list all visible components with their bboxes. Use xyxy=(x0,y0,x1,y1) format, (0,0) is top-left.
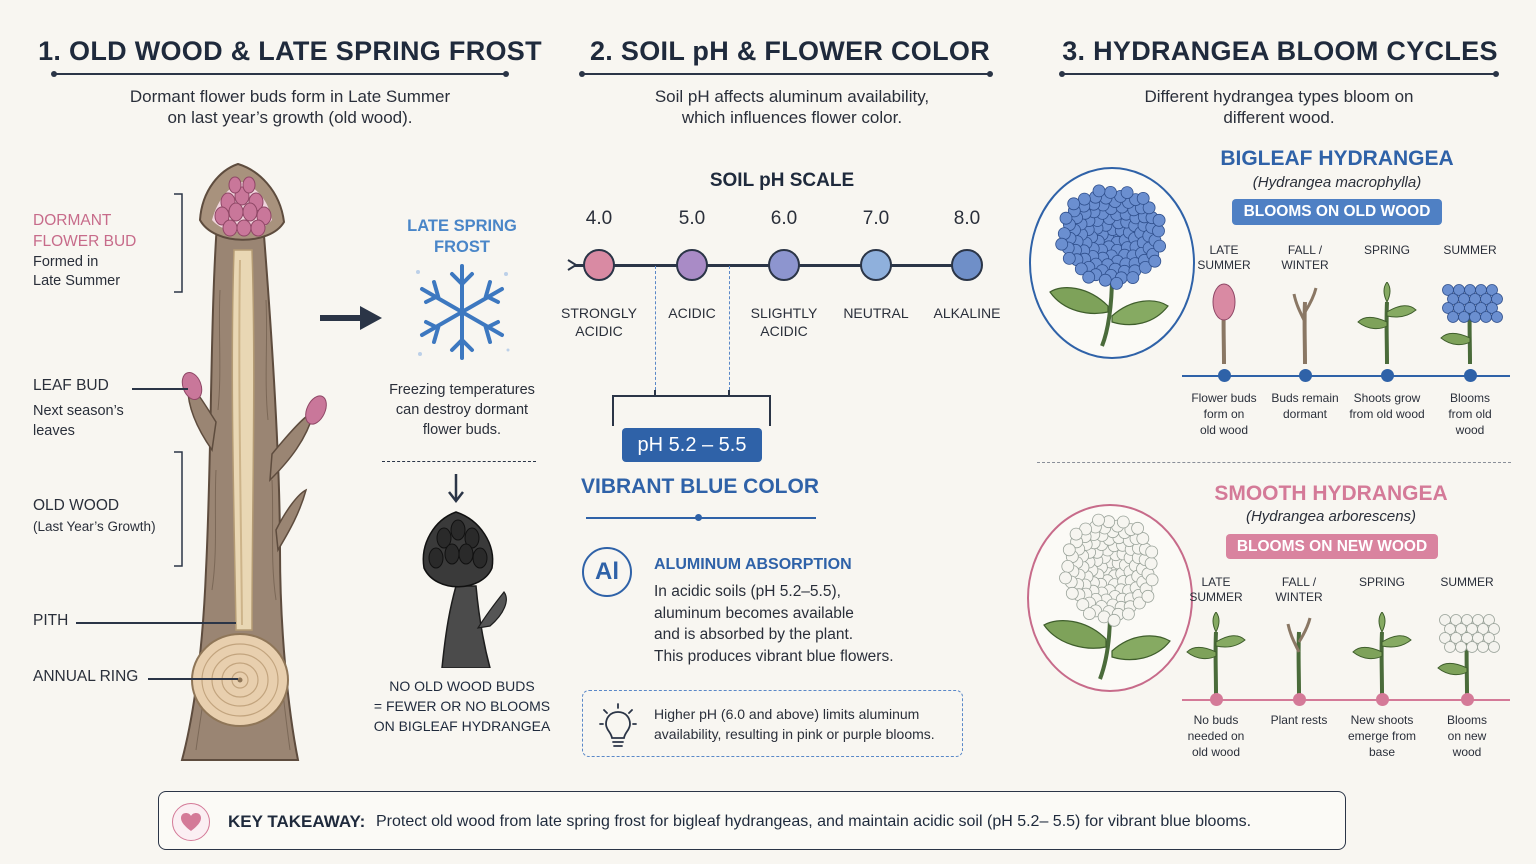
frost-title xyxy=(392,216,532,258)
tip-text xyxy=(654,704,935,744)
bigleaf-stage-3-season1: SUMMER xyxy=(1443,243,1497,257)
aluminum-line1: In acidic soils (pH 5.2–5.5), xyxy=(654,583,841,600)
aluminum-body xyxy=(654,581,894,667)
bigleaf-stage-2-d2: from old wood xyxy=(1349,407,1425,421)
smooth-name: SMOOTH HYDRANGEA xyxy=(1214,482,1448,505)
frost-desc-line1: Freezing temperatures xyxy=(389,382,535,398)
annual-ring-cross-section xyxy=(192,634,288,726)
frost-damaged-bud xyxy=(406,508,516,668)
smooth-badge: BLOOMS ON NEW WOOD xyxy=(1226,534,1438,559)
bigleaf-stage-desc-2 xyxy=(1342,390,1432,422)
smooth-hydrangea-image xyxy=(1026,503,1194,693)
smooth-stage-3-d1: Blooms xyxy=(1446,713,1487,727)
bigleaf-stage-1-d1: Buds remain xyxy=(1271,391,1339,405)
bigleaf-name: BIGLEAF HYDRANGEA xyxy=(1220,147,1454,170)
section3-rule xyxy=(1062,73,1496,75)
smooth-stage-plant-3 xyxy=(1432,612,1502,694)
smooth-stage-plant-0 xyxy=(1181,612,1251,694)
bigleaf-stage-0-season2: SUMMER xyxy=(1197,258,1251,272)
takeaway-text: Protect old wood from late spring frost for bigleaf hydrangeas, and maintain acidic soil (pH 5.2– 5.5) for vibrant blue blooms. xyxy=(376,813,1252,830)
section2-intro-line2: which influences flower color. xyxy=(681,108,903,127)
section3-title: 3. HYDRANGEA BLOOM CYCLES xyxy=(1062,36,1498,66)
ph-name-1 xyxy=(647,304,737,322)
dormant-bud-sub-line2: Late Summer xyxy=(33,273,121,289)
smooth-stage-3-d3: wood xyxy=(1452,745,1482,759)
smooth-stage-season-2 xyxy=(1337,575,1427,590)
dormant-bud-bracket xyxy=(170,192,190,296)
annual-ring-label: ANNUAL RING xyxy=(33,668,139,685)
ph-name-2-name1: SLIGHTLY xyxy=(750,305,818,321)
ph-value-4: 8.0 xyxy=(953,208,981,229)
aluminum-title: ALUMINUM ABSORPTION xyxy=(654,556,852,573)
section3-intro-line1: Different hydrangea types bloom on xyxy=(1144,87,1414,106)
bigleaf-stage-2-season1: SPRING xyxy=(1363,243,1410,257)
section1-rule xyxy=(54,73,506,75)
ph-range-badge: pH 5.2 – 5.5 xyxy=(622,428,762,462)
bigleaf-stage-dot-1 xyxy=(1299,369,1312,382)
ph-color-dot-0 xyxy=(583,249,615,281)
frost-title-line2: FROST xyxy=(434,238,490,256)
arrow-right-icon xyxy=(318,302,386,334)
frost-result xyxy=(362,676,562,736)
bigleaf-stage-desc-3 xyxy=(1425,390,1515,438)
bigleaf-stage-plant-3 xyxy=(1435,282,1505,364)
smooth-stage-0-season1: LATE xyxy=(1201,575,1231,589)
arrow-down-icon xyxy=(446,472,466,504)
smooth-stage-dot-2 xyxy=(1376,693,1389,706)
lightbulb-icon xyxy=(598,702,638,748)
pith-pointer xyxy=(76,622,236,624)
smooth-stage-desc-2 xyxy=(1337,712,1427,760)
bigleaf-stage-plant-1 xyxy=(1270,282,1340,364)
bigleaf-stage-0-d3: old wood xyxy=(1199,423,1249,437)
aluminum-icon: Al xyxy=(582,547,632,597)
bigleaf-stage-dot-0 xyxy=(1218,369,1231,382)
dormant-bud-sub-line1: Formed in xyxy=(33,254,99,270)
smooth-latin: (Hydrangea arborescens) xyxy=(1245,508,1417,525)
aluminum-line4: This produces vibrant blue flowers. xyxy=(654,647,894,665)
smooth-stage-2-d3: base xyxy=(1368,745,1396,759)
bigleaf-stage-0-d1: Flower buds xyxy=(1191,391,1257,405)
ph-name-3 xyxy=(831,304,921,322)
bigleaf-stage-2-d1: Shoots grow xyxy=(1353,391,1421,405)
frost-result-line1: NO OLD WOOD BUDS xyxy=(389,678,535,694)
smooth-stage-dot-1 xyxy=(1293,693,1306,706)
bigleaf-badge: BLOOMS ON OLD WOOD xyxy=(1232,199,1442,225)
bigleaf-latin: (Hydrangea macrophylla) xyxy=(1252,174,1422,191)
smooth-stage-dot-0 xyxy=(1210,693,1223,706)
old-wood-title: OLD WOOD xyxy=(33,497,120,514)
smooth-stage-2-d1: New shoots xyxy=(1350,713,1414,727)
ph-name-3-name1: NEUTRAL xyxy=(843,305,909,321)
tip-line2: availability, resulting in pink or purple blooms. xyxy=(654,726,935,742)
bigleaf-timeline-line xyxy=(1182,375,1510,377)
frost-desc-line2: can destroy dormant xyxy=(395,402,529,418)
smooth-stage-2-d2: emerge from xyxy=(1347,729,1417,743)
ph-name-0 xyxy=(554,304,644,340)
bigleaf-stage-season-1 xyxy=(1260,243,1350,273)
bigleaf-stage-3-d1: Blooms xyxy=(1449,391,1490,405)
section1-intro xyxy=(50,86,530,128)
bigleaf-stage-desc-0 xyxy=(1179,390,1269,438)
range-dash-right xyxy=(729,266,730,390)
ph-color-dot-4 xyxy=(951,249,983,281)
leaf-bud-title: LEAF BUD xyxy=(33,377,109,394)
ph-value-2: 6.0 xyxy=(770,208,798,229)
ph-scale-arrow-icon xyxy=(566,258,580,272)
smooth-stage-desc-3 xyxy=(1422,712,1512,760)
range-dash-left xyxy=(655,266,656,390)
bigleaf-stage-season-0 xyxy=(1179,243,1269,273)
dormant-bud-title xyxy=(33,210,136,252)
smooth-stage-season-3 xyxy=(1422,575,1512,590)
ph-name-4 xyxy=(922,304,1012,322)
smooth-stage-0-d3: old wood xyxy=(1191,745,1241,759)
takeaway-label: KEY TAKEAWAY: xyxy=(228,812,366,831)
ph-color-dot-2 xyxy=(768,249,800,281)
smooth-stage-3-d2: on new xyxy=(1447,729,1487,743)
section3-intro-line2: different wood. xyxy=(1223,108,1335,127)
smooth-stage-desc-1 xyxy=(1254,712,1344,728)
aluminum-line3: and is absorbed by the plant. xyxy=(654,626,854,643)
section1-title: 1. OLD WOOD & LATE SPRING FROST xyxy=(38,36,542,66)
bigleaf-stage-dot-2 xyxy=(1381,369,1394,382)
old-wood-sub: (Last Year’s Growth) xyxy=(33,519,156,534)
branch-illustration xyxy=(130,150,380,770)
bigleaf-hydrangea-image xyxy=(1028,166,1196,360)
frost-result-line3: ON BIGLEAF HYDRANGEA xyxy=(373,718,551,734)
section1-intro-line1: Dormant flower buds form in Late Summer xyxy=(129,87,451,106)
section2-rule xyxy=(582,73,990,75)
ph-value-0: 4.0 xyxy=(585,208,613,229)
tip-line1: Higher pH (6.0 and above) limits aluminum xyxy=(654,706,920,722)
frost-divider xyxy=(382,461,536,462)
bigleaf-stage-1-season1: FALL / xyxy=(1287,243,1323,257)
frost-title-line1: LATE SPRING xyxy=(407,217,517,235)
leaf-bud-sub-line2: leaves xyxy=(33,423,75,439)
dormant-bud-title-line2: FLOWER BUD xyxy=(33,233,137,250)
ph-scale-title: SOIL pH SCALE xyxy=(709,170,855,191)
leaf-bud-sub xyxy=(33,401,124,441)
smooth-stage-1-season2: WINTER xyxy=(1275,590,1323,604)
ph-name-2-name2: ACIDIC xyxy=(760,323,808,339)
bigleaf-stage-3-d3: wood xyxy=(1455,423,1485,437)
smooth-stage-plant-2 xyxy=(1347,612,1417,694)
heart-icon xyxy=(172,803,210,841)
vibrant-blue-label: VIBRANT BLUE COLOR xyxy=(581,475,819,498)
smooth-stage-dot-3 xyxy=(1461,693,1474,706)
bigleaf-stage-3-d2: from old xyxy=(1448,407,1492,421)
vibrant-blue-rule-dot xyxy=(695,514,702,521)
smooth-stage-desc-0 xyxy=(1171,712,1261,760)
section3-divider xyxy=(1037,462,1511,463)
ph-value-1: 5.0 xyxy=(678,208,706,229)
bigleaf-stage-season-2 xyxy=(1342,243,1432,258)
frost-desc-line3: flower buds. xyxy=(422,422,502,438)
bigleaf-stage-season-3 xyxy=(1425,243,1515,258)
ph-name-0-name2: ACIDIC xyxy=(575,323,623,339)
smooth-stage-0-d1: No buds xyxy=(1193,713,1239,727)
smooth-stage-2-season1: SPRING xyxy=(1358,575,1405,589)
smooth-stage-1-d1: Plant rests xyxy=(1270,713,1328,727)
range-bracket xyxy=(610,390,774,430)
bigleaf-stage-dot-3 xyxy=(1464,369,1477,382)
leaf-bud-pointer xyxy=(132,388,188,390)
leaf-bud-right-lower xyxy=(276,490,306,550)
frost-result-line2: = FEWER OR NO BLOOMS xyxy=(373,698,551,714)
bigleaf-stage-desc-1 xyxy=(1260,390,1350,422)
smooth-stage-1-season1: FALL / xyxy=(1281,575,1317,589)
bigleaf-stage-plant-2 xyxy=(1352,282,1422,364)
bigleaf-stage-0-season1: LATE xyxy=(1209,243,1239,257)
smooth-stage-3-season1: SUMMER xyxy=(1440,575,1494,589)
section1-intro-line2: on last year’s growth (old wood). xyxy=(167,108,413,127)
snowflake-icon xyxy=(412,262,512,362)
ph-value-3: 7.0 xyxy=(862,208,890,229)
smooth-stage-plant-1 xyxy=(1264,612,1334,694)
bigleaf-stage-1-season2: WINTER xyxy=(1281,258,1329,272)
ph-color-dot-1 xyxy=(676,249,708,281)
ph-color-dot-3 xyxy=(860,249,892,281)
section2-title: 2. SOIL pH & FLOWER COLOR xyxy=(589,36,990,66)
ph-name-2 xyxy=(739,304,829,340)
smooth-stage-0-d2: needed on xyxy=(1187,729,1245,743)
smooth-stage-season-1 xyxy=(1254,575,1344,605)
bigleaf-stage-0-d2: form on xyxy=(1203,407,1245,421)
old-wood-bracket xyxy=(170,450,190,570)
ph-name-0-name1: STRONGLY xyxy=(561,305,637,321)
frost-description xyxy=(372,380,552,440)
ph-name-4-name1: ALKALINE xyxy=(933,305,1001,321)
dormant-bud-title-line1: DORMANT xyxy=(33,212,112,229)
pith-label: PITH xyxy=(33,612,69,629)
aluminum-line2: aluminum becomes available xyxy=(654,604,854,622)
section2-intro-line1: Soil pH affects aluminum availability, xyxy=(654,87,930,106)
section2-intro xyxy=(552,86,1032,128)
section3-intro xyxy=(1040,86,1518,128)
ph-name-1-name1: ACIDIC xyxy=(668,305,716,321)
smooth-stage-0-season2: SUMMER xyxy=(1189,590,1243,604)
leaf-bud-sub-line1: Next season’s xyxy=(33,403,124,419)
smooth-stage-season-0 xyxy=(1171,575,1261,605)
bigleaf-stage-plant-0 xyxy=(1189,282,1259,364)
leaf-bud-right-upper xyxy=(270,393,330,480)
dormant-bud-sub xyxy=(33,253,120,291)
bigleaf-stage-1-d2: dormant xyxy=(1282,407,1328,421)
annual-ring-pointer xyxy=(148,678,238,680)
